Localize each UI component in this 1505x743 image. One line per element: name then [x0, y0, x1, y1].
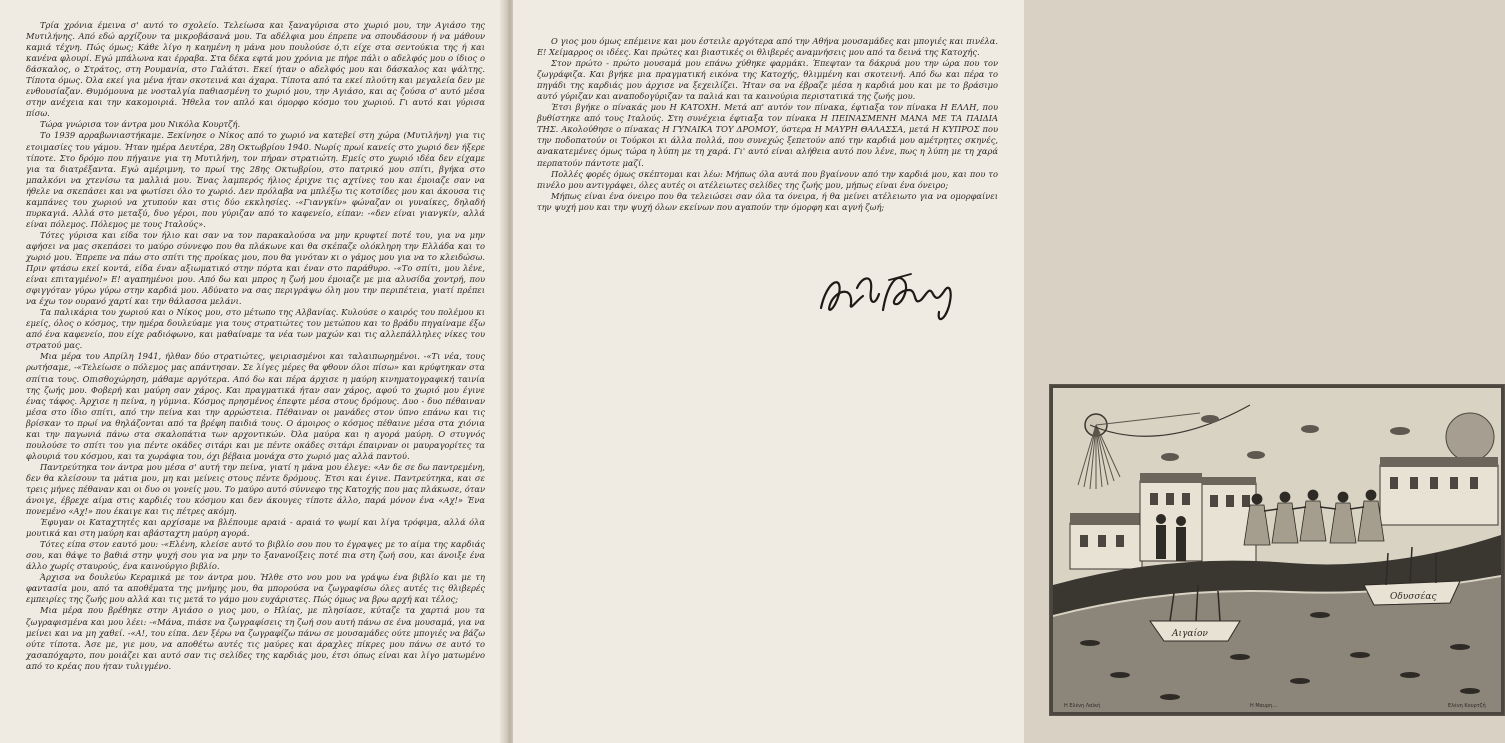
right-page [513, 0, 1486, 743]
paragraph: Ο γιος μου όμως επέμεινε και μου έστειλε αργότερα από την Αθήνα μουσαμάδες και μπογιές και πινέλα. Ε! Χείμαρρος οι ιδέες. Και πρώτες και βιαστικές οι θλιβερές αναμνήσεις μου από τα δεινά της Κατοχής. [537, 36, 998, 58]
paragraph: Μια μέρα που βρέθηκε στην Αγιάσο ο γιος μου, ο Ηλίας, με πλησίασε, κύταζε τα χαρτιά μου τα ζωγραφισμένα και μου λέει: -«Μάνα, πιάσε να ζωγραφίσεις τη ζωή σου αυτή πάνω σε ένα μουσαμά, για να μείνει και να μη χαθεί. -«Α!, του είπα. Δεν ξέρω να ζωγραφίζω πάνω σε μουσαμάδες ούτε μπογιές να βάζω ούτε τίποτα. Άσε με, γιε μου, να αποθέτω αυτές τις μαύρες και άραχλες πίκρες μου πάνω σε αυτό το χασαπόχαρτο, που μοιάζει και αυτό σαν τις σελίδες της καρδιάς μου, έτσι όπως είναι και λίγο ματωμένο από το κρέας που ήταν τυλιγμένο. [26, 605, 485, 671]
fish-icon [1230, 654, 1250, 660]
fish-icon [1290, 678, 1310, 684]
bird-icon [1247, 451, 1265, 459]
paragraph: Τρία χρόνια έμεινα σ' αυτό το σχολείο. Τελείωσα και ξαναγύρισα στο χωριό μου, την Αγιάσο της Μυτιλήνης. Από εδώ αρχίζουν τα μικροβάσανά μου. Τα αδέλφια μου έπρεπε να σπουδάσουν ή να μάθουν καμιά τέχνη. Πώς όμως; Κάθε λίγο η καημένη η μάνα μου πουλούσε ό,τι είχε στα σεντούκια της ή και κανένα φλουρί. Εγώ μπάλωνα και έρραβα. Στα δέκα εφτά μου χρόνια με πήρε πάλι ο αδελφός μου ο ίδιος ο δάσκαλος, ο Στράτος, στη Ρουμανία, στο Γαλάτσι. Εκεί ήταν ο αδελφός μου και δάσκαλος και ψάλτης. Τίποτα όμως. Όλα εκεί για μένα ήταν σκοτεινά και άχαρα. Τίποτα από τα εκεί πλούτη και μεγαλεία δεν με ενθουσίαζαν. Θυμόμουνα με νοσταλγία παθιασμένη το χωριό μου, την Αγιάσο, και ας ζούσα σ' αυτό μέσα στην ανέχεια και την κακομοιριά. Ήθελα τον απλό και όμορφο κόσμο του χωριού. Γι αυτό και γύρισα πίσω. [26, 20, 485, 119]
fish-icon [1460, 688, 1480, 694]
bird-icon [1301, 425, 1319, 433]
paragraph: Το 1939 αρραβωνιαστήκαμε. Ξεκίνησε ο Νίκος από το χωριό να κατεβεί στη χώρα (Μυτιλήνη) για τις ετοιμασίες του γάμου. Ήταν ημέρα Δευτέρα, 28η Οκτωβρίου 1940. Νωρίς πρωί κανείς στο χωριό δεν ήξερε τίποτε. Στο δρόμο που πήγαινε για τη Μυτιλήνη, τον πήραν στρατιώτη. Εμείς στο χωριό ιδέα δεν είχαμε για τα διατρέξαντα. Εγώ αμέριμνη, το πρωί της 28ης Οκτωβρίου, στο πατρικό μου σπίτι, βγήκα στο μπαλκόνι να χτενίσω τα μαλλιά μου. Ένας λαμπερός ήλιος έριχνε τις αχτίνες του και έμοιαζε σαν να ήθελε να σκεπάσει και να φωτίσει όλο το χωριό. Δεν πρόλαβα να μπλέξω τις κοτσίδες μου και άκουσα τις καμπάνες του χωριού να χτυπούν και στις δύο εκκλησίες. -«Γιανγκίν» φώναζαν οι γυναίκες, δηλαδή πυρκαγιά. Αλλά στο μεταξύ, δυο γέροι, που γύριζαν από το καφενείο, είπαν: -«δεν είναι γιανγκίν, αλλά είναι πόλεμος. Πόλεμος με τους Ιταλούς». [26, 130, 485, 229]
paragraph: Πολλές φορές όμως σκέπτομαι και λέω: Μήπως όλα αυτά που βγαίνουν από την καρδιά μου, και που το πινέλο μου αντιγράφει, όλες αυτές οι ατέλειωτες σελίδες της ζωής μου, μήπως είναι ένα όνειρο; [537, 168, 998, 190]
bird-icon [1390, 427, 1410, 435]
left-page-text [26, 20, 485, 672]
fish-icon [1450, 644, 1470, 650]
folk-art-painting [1049, 384, 1505, 716]
fish-icon [1400, 672, 1420, 678]
bird-icon [1201, 415, 1219, 423]
paragraph: Παντρεύτηκα τον άντρα μου μέσα σ' αυτή την πείνα, γιατί η μάνα μου έλεγε: «Αν δε σε δω παντρεμένη, δεν θα κλείσουν τα μάτια μου, μη και μείνεις στους πέντε δρόμους. Έτσι και έγινε. Παντρεύτηκα, και σε τρεις μήνες πέθαναν και οι δυο οι γονείς μου. Το μαύρο αυτό σύννεφο της Κατοχής που μας πλάκωσε, όταν άνοιγε, έβρεχε αίμα στις καρδιές του κόσμου και δεν άκουγες τίποτε άλλο, παρά μόνον ένα «Αχ!» Ένα πονεμένο «Αχ!» που έκαιγε και τις πέτρες ακόμη. [26, 461, 485, 517]
paragraph: Μια μέρα του Απρίλη 1941, ήλθαν δύο στρατιώτες, ψειριασμένοι και ταλαιπωρημένοι. -«Τι νέα, τους ρωτήσαμε, -«Τελείωσε ο πόλεμος μας απάντησαν. Σε λίγες μέρες θα φθουν όλοι πίσω» και κρύφτηκαν στα σπίτια τους. Οπισθοχώρηση, μάθαμε αργότερα. Από δω και πέρα άρχισε η μαύρη κινηματογραφική ταινία της ζωής μου. Φοβερή και μαύρη σαν χάρος. Και πραγματικά ήταν σαν χάρος, αφού το χωριό μου έγινε ένας τάφος. Άρχισε η πείνα, η γύμνια. Κόσμος πρησμένος έπεφτε μέσα στους δρόμους. Δυο - δυο πέθαιναν μέσα στο ίδιο σπίτι, από την πείνα και την αρρώστεια. Πέθαιναν οι μανάδες στον ύπνο επάνω και τις βρίσκαν το πρωί να θηλάζονται από τα βρέφη παιδιά τους. Ο άμοιρος ο κόσμος πέθαινε μέσα στα χιόνια και την παγωνιά πάνω στα σκαλοπάτια των αρχοντικών. Όλα μαύρα και η αγορά μαύρη. Ο στυγνός πουλούσε το σπίτι του για πέντε οκάδες σιτάρι και με πέντε οκάδες σιτάρι έπαιρναν οι μαυραγορίτες τα φλουριά του κόσμου, και τα χωράφια του, όχι βέβαια μονάχα στο χωριό μας αλλά παντού. [26, 351, 485, 461]
right-page-text [537, 36, 998, 213]
paragraph: Τότες είπα στον εαυτό μου: -«Ελένη, κλείσε αυτό το βιβλίο σου που το έγραψες με το αίμα της καρδιάς σου, και θάψε το βαθιά στην ψυχή σου για να μην το ξανανοίξεις ποτέ πια στη ζωή σου, και άνοιξε ένα άλλο χωρίς σταυρούς, ένα καινούργιο βιβλίο. [26, 539, 485, 572]
left-page [0, 0, 507, 743]
fish-icon [1080, 640, 1100, 646]
painting-caption-center: Η Μαυρη... [1250, 703, 1277, 709]
paragraph: Τα παλικάρια του χωριού και ο Νίκος μου, στο μέτωπο της Αλβανίας. Κυλούσε ο καιρός του πολέμου κι εμείς, όλος ο κόσμος, την ημέρα δουλεύαμε για τους στρατιώτες του μετώπου και το βράδυ πηγαίναμε έξω από ένα καφενείο, που είχε ραδιόφωνο, και μαθαίναμε τα νέα των μαχών και τις αλλεπάλληλες νίκες του στρατού μας. [26, 307, 485, 351]
fish-icon [1110, 672, 1130, 678]
paragraph: Έτσι βγήκε ο πίνακάς μου Η ΚΑΤΟΧΗ. Μετά απ' αυτόν τον πίνακα, έφτιαξα τον πίνακα Η ΕΛΛΗ, που βυθίστηκε από τους Ιταλούς. Στη συνέχεια έφτιαξα τον πίνακα Η ΠΕΙΝΑΣΜΕΝΗ ΜΑΝΑ ΜΕ ΤΑ ΠΑΙΔΙΑ ΤΗΣ. Ακολούθησε ο πίνακας Η ΓΥΝΑΙΚΑ ΤΟΥ ΔΡΟΜΟΥ, ύστερα Η ΜΑΥΡΗ ΘΑΛΑΣΣΑ, μετά Η ΚΥΠΡΟΣ που την ποδοπατούν οι Τούρκοι κι άλλα πολλά, που συνεχώς ξεπετούν από την καρδιά μου αμέτρητες σκηνές, ανακατεμένες όμως τώρα η λύπη με τη χαρά. Γι' αυτό είναι αλήθεια αυτό που λένε, πως η λύπη με τη χαρά περπατούν πάντοτε μαζί. [537, 102, 998, 168]
painting-caption-left: Η Ελένη Λαϊκή [1064, 703, 1101, 709]
handwritten-signature [813, 260, 963, 330]
paragraph: Τώρα γνώρισα τον άντρα μου Νικόλα Κουρτζή. [40, 119, 241, 130]
painting-caption-right: Ελένη Κουρτζή [1448, 703, 1486, 709]
paragraph: Μήπως είναι ένα όνειρο που θα τελειώσει σαν όλα τα όνειρα, ή θα μείνει ατέλειωτο για να ομορφαίνει την ψυχή μου και την ψυχή όλων εκείνων που αγαπούν την όμορφη και αγνή ζωή; [537, 190, 998, 212]
boat-right-label: Οδυσσέας [1390, 592, 1437, 602]
fish-icon [1160, 694, 1180, 700]
paragraph: Στον πρώτο - πρώτο μουσαμά μου επάνω χύθηκε φαρμάκι. Έπεφταν τα δάκρυά μου την ώρα που τον ζωγράφιζα. Και βγήκε μια πραγματική εικόνα της Κατοχής, θλιμμένη και σκοτεινή. Από δω και πέρα το πηγάδι της καρδιάς μου άρχισε να ξεχειλίζει. Ήταν σα να έβραζε μέσα η καρδιά μου και με το βράσιμο αυτό γύριζαν και αναποδογύριζαν τα παλιά και τα καινούρια περιστατικά της ζωής μου. [537, 58, 998, 102]
fish-icon [1310, 612, 1330, 618]
fish-icon [1350, 652, 1370, 658]
bird-icon [1161, 453, 1179, 461]
boat-left-label: Αιγαίον [1172, 629, 1208, 639]
paragraph: Τότες γύρισα και είδα τον ήλιο και σαν να τον παρακαλούσα να μην κρυφτεί ποτέ του, για να μην αφήσει να μας σκεπάσει το μαύρο σύννεφο που θα πλάκωνε και θα σκέπαζε ολόκληρη την Ελλάδα και το χωριό μου. Έπρεπε να πάω στο σπίτι της προίκας μου, που θα γινόταν κι ο γάμος μου για να το κλειδώσω. Πριν φτάσω εκεί κοντά, είδα έναν αξιωματικό στην πόρτα και έναν στο παράθυρο. -«Το σπίτι, μου λένε, είναι επιταγμένο!» Ε! αγαπημένοι μου. Από δω και μπρος η ζωή μου έμοιαζε με μια αλυσίδα χοντρή, που σφιγγόταν γύρω γύρω στην καρδιά μου. Αδύνατο να σας περιγράψω όλη μου την περιπέτεια, γιατί πρέπει να έχω τον ουρανό χαρτί και την θάλασσα μελάνι. [26, 229, 485, 307]
paragraph: Έφυγαν οι Καταχτητές και αρχίσαμε να βλέπουμε αραιά - αραιά το ψωμί και λίγα τρόφιμα, αλλά όλα μουτικά και στη μαύρη και αβάσταχτη μαύρη αγορά. [26, 517, 485, 539]
paragraph: Άρχισα να δουλεύω Κεραμικά με τον άντρα μου. Ήλθε στο νου μου να γράψω ένα βιβλίο και με τη φαντασία μου, από τα αποθέματα της μνήμης μου, θα μπορούσα να ζωγραφίσω όλες αυτές τις θλιβερές εμπειρίες της ζωής μου αλλά και τις μετά το γάμο μου ευχάριστες. Πώς όμως να βρω αρχή και τέλος; [26, 572, 485, 605]
